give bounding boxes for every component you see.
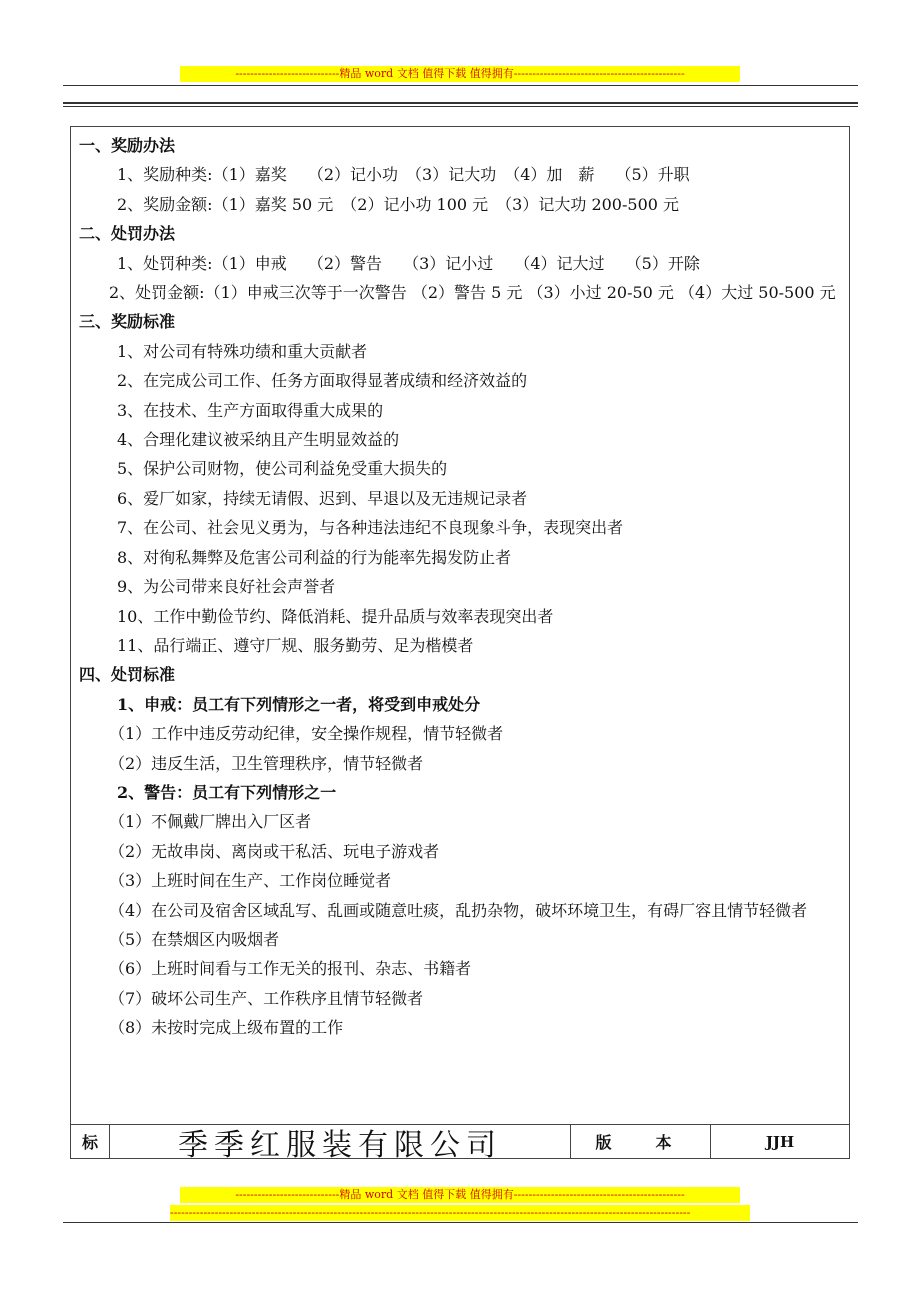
- list-item: 10、工作中勤俭节约、降低消耗、提升品质与效率表现突出者: [117, 606, 554, 626]
- list-item: 3、在技术、生产方面取得重大成果的: [117, 400, 384, 420]
- header-rule: [63, 85, 858, 86]
- footer-banner: ----------------------------精品 word 文档 值得下载 值得拥有----------------------------------------------: [180, 1187, 740, 1203]
- footer-table: [70, 1125, 850, 1163]
- list-item: （2）无故串岗、离岗或干私活、玩电子游戏者: [109, 841, 440, 861]
- section-title-penalty-standards: 四、处罚标准: [79, 665, 176, 685]
- header-banner: ----------------------------精品 word 文档 值得下载 值得拥有----------------------------------------------: [180, 66, 740, 82]
- section-title-reward-standards: 三、奖励标准: [79, 312, 176, 332]
- reward-amounts-line: 2、奖励金额:（1）嘉奖 50 元 （2）记小功 100 元 （3）记大功 200-500 元: [117, 194, 680, 214]
- list-item: 1、对公司有特殊功绩和重大贡献者: [117, 341, 368, 361]
- subsection-title-warning: 2、警告：员工有下列情形之一: [117, 782, 337, 802]
- footer-dash-banner: --------------------------------------------------------------------------------------------------------------------------------------------: [170, 1205, 750, 1221]
- footer-label: 标: [71, 1125, 110, 1158]
- section-title-penalty-method: 二、处罚办法: [79, 224, 176, 244]
- list-item: （3）上班时间在生产、工作岗位睡觉者: [109, 871, 392, 891]
- version-label: 版 本: [571, 1125, 711, 1158]
- subsection-title-reprimand: 1、申戒：员工有下列情形之一者，将受到申戒处分: [117, 694, 481, 714]
- list-item: 2、在完成公司工作、任务方面取得显著成绩和经济效益的: [117, 371, 528, 391]
- list-item: （7）破坏公司生产、工作秩序且情节轻微者: [109, 988, 424, 1008]
- list-item: 7、在公司、社会见义勇为，与各种违法违纪不良现象斗争，表现突出者: [117, 518, 624, 538]
- list-item: 11、品行端正、遵守厂规、服务勤劳、足为楷模者: [117, 635, 474, 655]
- list-item: （4）在公司及宿舍区域乱写、乱画或随意吐痰，乱扔杂物，破坏环境卫生，有碍厂容且情节轻微者: [109, 900, 808, 920]
- penalty-amounts-line: 2、处罚金额:（1）申戒三次等于一次警告 （2）警告 5 元 （3）小过 20-50 元 （4）大过 50-500 元: [109, 283, 836, 303]
- list-item: （1）工作中违反劳动纪律，安全操作规程，情节轻微者: [109, 724, 504, 744]
- list-item: （8）未按时完成上级布置的工作: [109, 1018, 344, 1038]
- list-item: 5、保护公司财物，使公司利益免受重大损失的: [117, 459, 448, 479]
- version-value: JJH: [765, 1132, 795, 1151]
- list-item: 4、合理化建议被采纳且产生明显效益的: [117, 430, 400, 450]
- list-item: 9、为公司带来良好社会声誉者: [117, 577, 336, 597]
- list-item: 6、爱厂如家，持续无请假、迟到、早退以及无违规记录者: [117, 488, 528, 508]
- list-item: 8、对徇私舞弊及危害公司利益的行为能率先揭发防止者: [117, 547, 512, 567]
- company-name: 季季红服装有限公司: [110, 1125, 571, 1158]
- list-item: （2）违反生活，卫生管理秩序，情节轻微者: [109, 753, 424, 773]
- list-item: （1）不佩戴厂牌出入厂区者: [109, 812, 312, 832]
- footer-rule: [63, 1222, 858, 1223]
- header-double-rule-top: [63, 102, 858, 104]
- list-item: （6）上班时间看与工作无关的报刊、杂志、书籍者: [109, 959, 472, 979]
- penalty-types-line: 1、处罚种类:（1）申戒 （2）警告 （3）记小过 （4）记大过 （5）开除: [117, 253, 700, 273]
- list-item: （5）在禁烟区内吸烟者: [109, 929, 280, 949]
- section-title-rewards-method: 一、奖励办法: [79, 136, 176, 155]
- document-body: [70, 126, 850, 1125]
- reward-types-line: 1、奖励种类:（1）嘉奖 （2）记小功 （3）记大功 （4）加 薪 （5）升职: [117, 165, 690, 185]
- header-double-rule-bottom: [63, 106, 858, 107]
